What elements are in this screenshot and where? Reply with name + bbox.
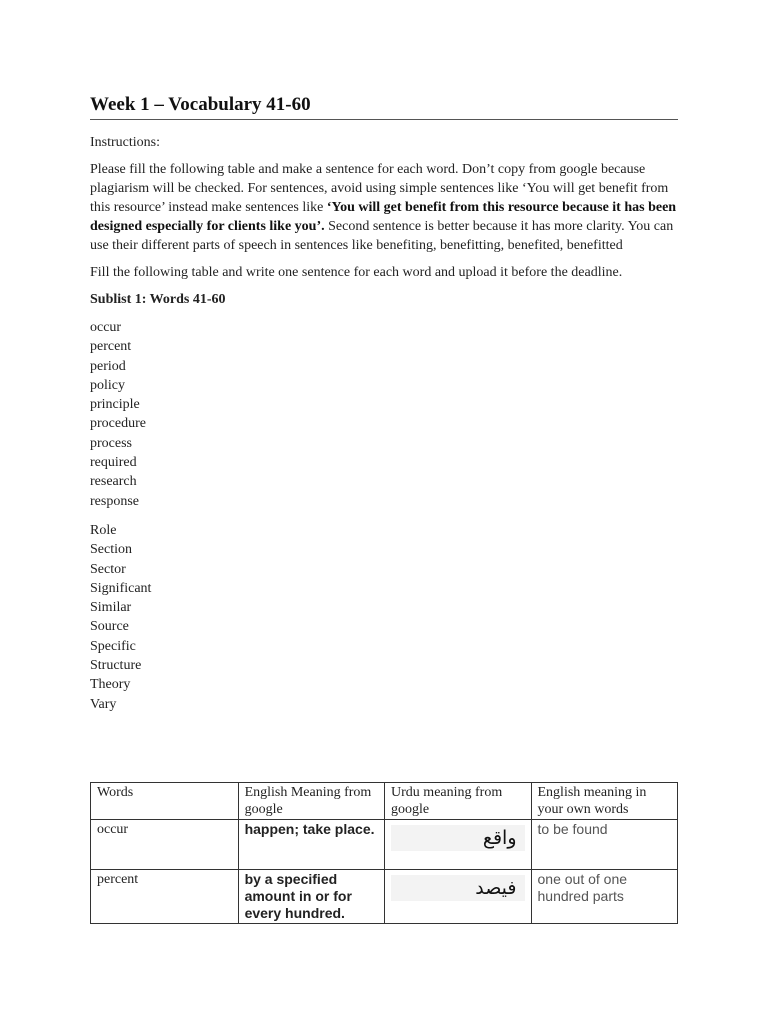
word-list-group-2 — [90, 521, 678, 714]
cell-english-meaning[interactable]: by a specified amount in or for every hundred. — [238, 870, 384, 924]
table-row — [91, 820, 678, 870]
cell-own-words[interactable]: one out of one hundred parts — [531, 870, 678, 924]
vocab-word: occur — [90, 320, 122, 335]
vocab-word: research — [90, 474, 137, 490]
cell-urdu-meaning[interactable] — [385, 820, 531, 870]
vocab-word: Role — [90, 522, 117, 538]
urdu-text: فیصد — [391, 875, 524, 901]
page-title: Week 1 – Vocabulary 41-60 — [90, 94, 678, 120]
document-page — [90, 94, 678, 714]
sublist-title: Sublist 1: Words 41-60 — [90, 292, 226, 307]
vocab-word: Vary — [90, 696, 117, 712]
table-row — [91, 870, 678, 924]
vocab-word: required — [90, 455, 137, 471]
cell-own-words[interactable]: to be found — [531, 820, 678, 870]
vocab-word: Sector — [90, 561, 126, 577]
vocab-word: process — [90, 435, 132, 451]
vocab-word: policy — [90, 377, 125, 393]
vocab-word: Specific — [90, 638, 136, 654]
word-list-group-1 — [90, 318, 678, 511]
vocab-word: Source — [90, 619, 129, 635]
header-english-meaning: English Meaning from google — [238, 783, 384, 820]
vocab-word: response — [90, 493, 139, 509]
instructions-example-bold: ‘You will get benefit from this resource because it has been designed especially for clients like you’. — [90, 200, 677, 234]
vocab-word: Similar — [90, 600, 132, 616]
instructions-text-1: Please fill the following table and make a sentence for each word. Don’t copy from google because plagiarism will be checked. For sentences, avoid using simple sentences like ‘You will get benefit from this resource’ instead make sentences like — [90, 162, 669, 215]
deadline-paragraph: Fill the following table and write one sentence for each word and upload it before the deadline. — [90, 265, 623, 280]
vocab-word: procedure — [90, 416, 146, 432]
header-words: Words — [91, 783, 239, 820]
instructions-label: Instructions: — [90, 135, 160, 150]
vocab-word: percent — [90, 339, 132, 355]
instructions-paragraph — [90, 160, 678, 255]
vocab-word: Structure — [90, 658, 142, 674]
vocabulary-table — [90, 782, 678, 924]
cell-english-meaning[interactable]: happen; take place. — [238, 820, 384, 870]
header-own-words: English meaning in your own words — [531, 783, 678, 820]
table-header-row — [91, 783, 678, 820]
header-urdu-meaning: Urdu meaning from google — [385, 783, 531, 820]
vocab-word: Significant — [90, 580, 152, 596]
urdu-text: واقع — [391, 825, 524, 851]
cell-word[interactable]: percent — [91, 870, 239, 924]
vocab-word: Section — [90, 542, 132, 558]
cell-word[interactable]: occur — [91, 820, 239, 870]
vocab-word: principle — [90, 397, 140, 413]
vocab-word: Theory — [90, 677, 131, 693]
cell-urdu-meaning[interactable] — [385, 870, 531, 924]
vocab-word: period — [90, 358, 126, 374]
instructions-text-2: Second sentence is better because it has more clarity. You can use their different parts of speech in sentences like benefiting, benefitting, benefited, benefitted — [90, 219, 674, 253]
